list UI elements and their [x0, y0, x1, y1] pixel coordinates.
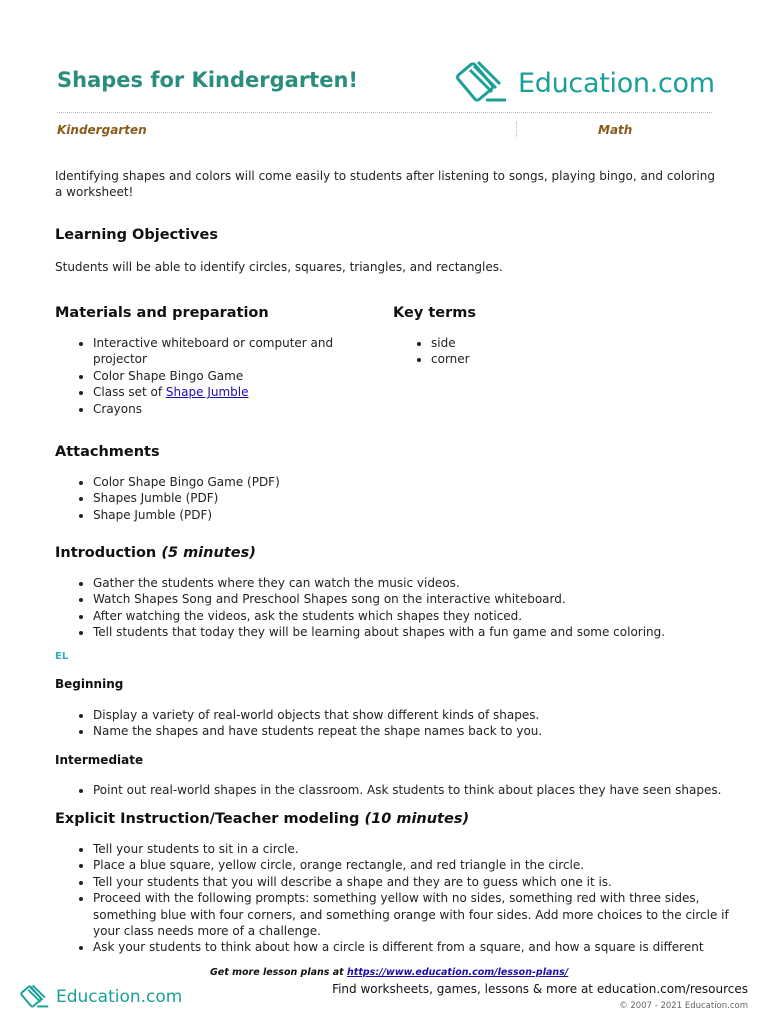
- explicit-list: [55, 841, 751, 956]
- list-item: • Tell your students to sit in a circle.: [93, 841, 751, 857]
- intermediate-heading: Intermediate: [55, 753, 144, 767]
- list-item: • Watch Shapes Song and Preschool Shapes song on the interactive whiteboard.: [93, 591, 768, 607]
- list-item: • Display a variety of real-world objects that show different kinds of shapes.: [93, 707, 768, 723]
- logo-text: Education.com: [56, 987, 183, 1007]
- list-item: • Shapes Jumble (PDF): [93, 490, 493, 506]
- page-title: Shapes for Kindergarten!: [57, 68, 358, 92]
- divider: [516, 122, 517, 138]
- heading-text: Explicit Instruction/Teacher modeling: [55, 811, 360, 827]
- el-label: EL: [55, 651, 69, 662]
- attachments-list: [55, 474, 493, 523]
- beginning-list: [55, 707, 768, 740]
- introduction-heading: [55, 545, 256, 561]
- duration-text: (5 minutes): [161, 545, 256, 561]
- list-item-text: Class set of: [93, 385, 166, 400]
- objectives-heading: Learning Objectives: [55, 227, 218, 243]
- list-item: • Point out real-world shapes in the classroom. Ask students to think about places they have seen shapes.: [93, 782, 768, 798]
- shape-jumble-link[interactable]: Shape Jumble: [165, 385, 249, 400]
- logo-icon: [20, 982, 52, 1012]
- duration-text: (10 minutes): [364, 811, 470, 827]
- footer-text: Get more lesson plans at: [210, 967, 348, 978]
- list-item: • Tell students that today they will be learning about shapes with a fun game and some coloring.: [93, 624, 768, 640]
- grade-label: Kindergarten: [57, 123, 147, 137]
- attachments-heading: Attachments: [55, 444, 160, 460]
- list-item: • Crayons: [93, 401, 383, 417]
- copyright: © 2007 - 2021 Education.com: [619, 1001, 748, 1011]
- beginning-heading: Beginning: [55, 677, 124, 691]
- list-item: • Gather the students where they can watch the music videos.: [93, 575, 768, 591]
- intermediate-list: [55, 782, 768, 798]
- key-terms-list: [393, 335, 631, 368]
- heading-text: Introduction: [55, 545, 157, 561]
- list-item: • Interactive whiteboard or computer and projector: [93, 335, 383, 368]
- list-item: • Color Shape Bingo Game: [93, 368, 383, 384]
- list-item: [93, 384, 383, 400]
- education-logo[interactable]: [456, 56, 715, 110]
- materials-heading: Materials and preparation: [55, 305, 269, 321]
- materials-list: [55, 335, 383, 417]
- divider: [57, 112, 712, 113]
- subject-label: Math: [598, 123, 633, 137]
- key-terms-heading: Key terms: [393, 305, 476, 321]
- logo-text: Education.com: [518, 67, 715, 99]
- list-item: • Place a blue square, yellow circle, orange rectangle, and red triangle in the circle.: [93, 857, 751, 873]
- find-resources-text: Find worksheets, games, lessons & more at education.com/resources: [332, 982, 748, 996]
- footer-logo[interactable]: [20, 982, 182, 1012]
- more-lesson-plans: [210, 967, 568, 978]
- list-item: • After watching the videos, ask the students which shapes they noticed.: [93, 608, 768, 624]
- list-item: • Color Shape Bingo Game (PDF): [93, 474, 493, 490]
- introduction-list: [55, 575, 768, 641]
- lesson-plans-link[interactable]: https://www.education.com/lesson-plans/: [347, 967, 569, 978]
- explicit-heading: [55, 811, 469, 827]
- list-item: • Shape Jumble (PDF): [93, 507, 493, 523]
- logo-icon: [456, 56, 512, 110]
- list-item: • Name the shapes and have students repeat the shape names back to you.: [93, 723, 768, 739]
- list-item: • side: [431, 335, 631, 351]
- list-item: • Ask your students to think about how a circle is different from a square, and how a square is different: [93, 939, 751, 955]
- list-item: • Proceed with the following prompts: something yellow with no sides, something red with three sides, something blue with four corners, and something orange with four sides. Add more choices to the circle if your class needs more of a challenge.: [93, 890, 751, 939]
- list-item: • corner: [431, 351, 631, 367]
- objectives-text: Students will be able to identify circles, squares, triangles, and rectangles.: [55, 260, 503, 274]
- intro-text: Identifying shapes and colors will come easily to students after listening to songs, playing bingo, and coloring a worksheet!: [55, 169, 715, 200]
- list-item: • Tell your students that you will describe a shape and they are to guess which one it is.: [93, 874, 751, 890]
